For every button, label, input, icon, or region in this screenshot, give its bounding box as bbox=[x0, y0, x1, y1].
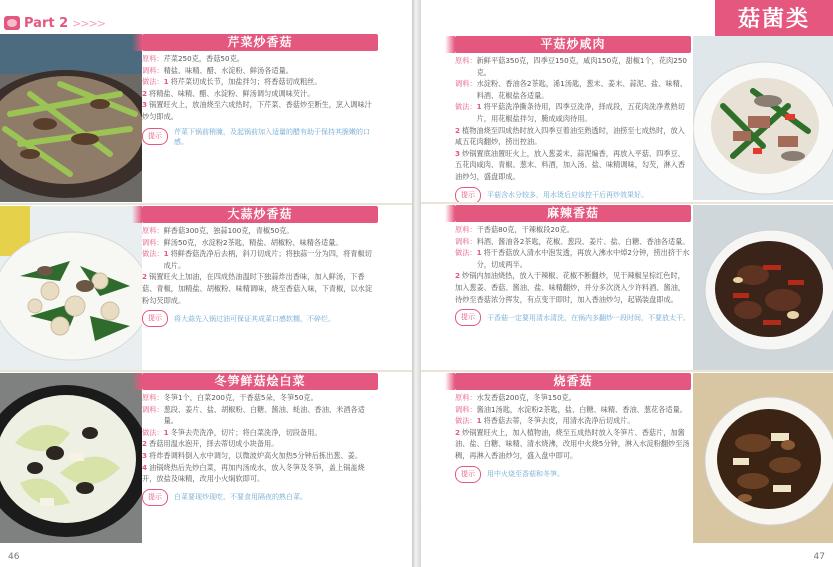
recipe-photo-bamboo-cabbage bbox=[0, 373, 142, 543]
section-divider bbox=[0, 203, 412, 205]
right-page bbox=[421, 0, 833, 567]
seasoning-label: 调料： bbox=[142, 404, 164, 414]
step-number: 2 bbox=[455, 125, 461, 135]
section-divider bbox=[421, 370, 833, 372]
tip-text: 干香菇一定要用清水清洗，在锅内多翻炒一段时间，不要放太干。 bbox=[487, 313, 690, 322]
ingredients-label: 原料： bbox=[142, 393, 164, 402]
step-text: 炒锅置旺火上，加入植物油，烧至五成热时放入冬笋片、香菇片，加酱油、盐、白糖、味精、清水烧沸，改用中火烧5分钟，淋入水淀粉翻炒至汤稠，再淋入香油炒匀，盛入盘中即可。 bbox=[455, 427, 690, 460]
section-divider bbox=[0, 370, 412, 372]
method-label: 做法： bbox=[142, 427, 164, 437]
recipe-section bbox=[142, 34, 378, 147]
ingredients-text: 鲜香菇300克，独蒜100克，青椒50克。 bbox=[163, 226, 294, 235]
step-line bbox=[455, 270, 691, 305]
recipe-photo-braised-mushroom bbox=[693, 373, 833, 543]
step-number: 1 bbox=[163, 249, 169, 259]
tip-text: 平菇含水分较多，用水烫后应该控干后再炒效果好。 bbox=[487, 191, 648, 200]
recipe-section bbox=[455, 373, 691, 483]
step-number: 1 bbox=[476, 102, 482, 112]
part-badge-icon bbox=[4, 16, 20, 30]
recipe-title-bar bbox=[142, 206, 378, 223]
step-line bbox=[455, 148, 691, 183]
step-number: 2 bbox=[455, 427, 461, 437]
step-line bbox=[142, 450, 378, 462]
recipe-title: 烧香菇 bbox=[553, 374, 593, 388]
step-text: 炒锅内加油烧热，放入干辣椒、花椒不断翻炒，见干辣椒呈棕红色时，加入葱姜、香菇、酱油、盐、味精翻炒，并分多次浇入少许料酒、酱油，待炒至香菇浓分挥发，有点变干即时，加入香油炒匀，起锅装盘即成。 bbox=[455, 271, 686, 304]
category-title: 菇菌类 bbox=[737, 7, 810, 32]
step-number: 1 bbox=[476, 416, 482, 426]
tip-badge: 提示 bbox=[142, 310, 168, 327]
ingredients-label: 原料： bbox=[142, 54, 164, 63]
recipe-section bbox=[455, 36, 691, 204]
ingredients-label: 原料： bbox=[455, 225, 477, 234]
step-number: 1 bbox=[163, 427, 169, 437]
step-number: 4 bbox=[142, 462, 148, 472]
recipe-section bbox=[142, 373, 378, 506]
seasoning-label: 调料： bbox=[142, 65, 164, 75]
tip-badge: 提示 bbox=[142, 128, 168, 145]
step-line bbox=[142, 438, 378, 450]
ingredients-text: 水发香菇200克，冬笋150克。 bbox=[476, 393, 576, 402]
step-number: 3 bbox=[142, 450, 148, 460]
method-label: 做法： bbox=[142, 249, 164, 259]
tip-box bbox=[455, 309, 691, 326]
page-number: 47 bbox=[813, 552, 825, 562]
recipe-section bbox=[142, 206, 378, 327]
step-text: 炒锅置底油置旺火上，放入葱姜末、蒜泥煸香，再放入平菇、四季豆、五花肉咸肉、青椒、葱末、料酒，加入汤、盐、味精调味，勾芡，淋入香油炒匀，盛盘即成。 bbox=[455, 148, 686, 181]
step-number: 1 bbox=[476, 248, 482, 258]
step-line bbox=[142, 271, 378, 306]
step-line bbox=[142, 462, 378, 485]
tip-badge: 提示 bbox=[142, 489, 168, 506]
recipe-title: 大蒜炒香菇 bbox=[227, 207, 293, 221]
page-number: 46 bbox=[8, 552, 20, 562]
seasoning-label: 调料： bbox=[142, 237, 164, 247]
step-number: 3 bbox=[455, 148, 461, 158]
step-number: 2 bbox=[142, 439, 148, 449]
section-divider bbox=[421, 202, 833, 204]
category-band bbox=[715, 0, 833, 36]
tip-badge: 提示 bbox=[455, 187, 481, 204]
recipe-photo-garlic-mushroom bbox=[0, 206, 142, 370]
recipe-title-bar bbox=[455, 373, 691, 390]
method-label: 做法： bbox=[142, 77, 164, 87]
seasoning-text: 葱段、姜片、盐、胡椒粉、白糖、酱油、蚝油、香油、米酒各适量。 bbox=[163, 404, 365, 426]
recipe-title: 麻辣香菇 bbox=[546, 206, 599, 220]
ingredients-label: 原料： bbox=[455, 393, 477, 402]
recipe-title-bar bbox=[142, 34, 378, 51]
step-line bbox=[455, 125, 691, 148]
step-text: 将精盐、味精、醋、水淀粉、鲜汤调匀成调味芡汁。 bbox=[149, 88, 315, 98]
tip-box bbox=[455, 466, 691, 483]
method-label: 做法： bbox=[455, 102, 477, 112]
step-text: 将芹菜切成长节，加盐拌匀；将香菇切成粗丝。 bbox=[170, 77, 322, 87]
seasoning-text: 水淀粉、香油各2茶匙，浠1汤匙，葱末、姜末、蒜泥、盐、味精、料酒、花椒盐各适量。 bbox=[476, 79, 687, 100]
step-text: 将炸香调料倒入水中调匀，以微波炉高火加热5分钟后拣出葱、姜。 bbox=[149, 450, 363, 460]
seasoning-label: 调料： bbox=[455, 404, 477, 414]
seasoning-text: 酱油1汤匙，水淀粉2茶匙，盐、白糖、味精、香油、葱花各适量。 bbox=[476, 404, 687, 414]
step-text: 锅置旺火上，放油烧至六成热时，下芹菜、香菇炒至断生，烹入调味汁炒匀即成。 bbox=[142, 100, 372, 121]
part-label: Part 2 bbox=[24, 15, 69, 31]
step-text: 冬笋去壳洗净，切片；将白菜洗净，切段备用。 bbox=[170, 427, 322, 437]
tip-box bbox=[455, 187, 691, 204]
recipe-title-bar bbox=[455, 205, 691, 222]
step-number: 2 bbox=[142, 88, 148, 98]
seasoning-text: 料酒、酱油各2茶匙，花椒、葱段、姜片、盐、白糖、香油各适量。 bbox=[476, 236, 690, 246]
method-label: 做法： bbox=[455, 416, 477, 426]
step-text: 将香菇去蒂，冬笋去皮，用清水洗净后切成片。 bbox=[483, 416, 635, 426]
step-text: 香菇用温水泡开，择去蒂切成小块备用。 bbox=[149, 439, 279, 449]
ingredients-text: 新鲜平菇350克，四季豆150克，咸肉150克，甜椒1个，花肉250克。 bbox=[476, 56, 687, 77]
recipe-title: 冬笋鲜菇烩白菜 bbox=[214, 374, 306, 388]
step-text: 锅置旺火上加油，在四成热油温时下独蒜炸出香味，加入鲜汤，下香菇、青椒，加精盐、胡椒粉、味精调味，烧至香菇入味，下青椒，以水淀粉勾芡即成。 bbox=[142, 272, 373, 305]
recipe-photo-celery-mushroom bbox=[0, 34, 142, 202]
step-line bbox=[455, 427, 691, 462]
step-number: 3 bbox=[142, 100, 148, 110]
method-label: 做法： bbox=[455, 248, 477, 258]
tip-text: 白菜要现炒现吃，不要食用隔夜的熟白菜。 bbox=[174, 493, 307, 502]
recipe-photo-mushroom-bacon bbox=[693, 36, 833, 200]
ingredients-text: 冬笋1个，白菜200克，干香菇5朵，冬笋50克。 bbox=[163, 393, 318, 402]
recipe-title-bar bbox=[142, 373, 378, 390]
tip-badge: 提示 bbox=[455, 309, 481, 326]
step-line bbox=[142, 88, 378, 100]
tip-text: 将大蒜先入锅过油可保证其成菜口感软糯，不碎烂。 bbox=[174, 314, 335, 323]
step-text: 将平菇洗净撕条待用，四季豆洗净，择成段，五花肉洗净煮熟切片，用花椒盐拌匀，腌成咸肉待用。 bbox=[476, 102, 685, 123]
step-text: 将干香菇放入清水中泡发透，再放入沸水中焯2分钟，捞出挤干水分，切成两半。 bbox=[476, 248, 690, 269]
ingredients-text: 芹菜250克，香菇50克。 bbox=[163, 54, 244, 63]
step-line bbox=[142, 99, 378, 122]
seasoning-label: 调料： bbox=[455, 79, 477, 89]
step-number: 2 bbox=[142, 272, 148, 282]
recipe-section bbox=[455, 205, 691, 326]
step-text: 油锅烧热后先炒白菜，再加内汤成水，放入冬笋及冬笋，盖上锅盖烧开，放盐及味精，改用小火焖软即可。 bbox=[142, 462, 365, 484]
tip-badge: 提示 bbox=[455, 466, 481, 483]
recipe-title-bar bbox=[455, 36, 691, 53]
step-text: 将鲜香菇洗净后去柄，斜刀切成片；将独蒜一分为四，将青椒切成片。 bbox=[163, 249, 372, 270]
recipe-title: 平菇炒咸肉 bbox=[540, 37, 606, 51]
recipe-photo-spicy-mushroom bbox=[693, 205, 833, 370]
left-page bbox=[0, 0, 412, 567]
tip-text: 芹菜下锅前稍腌，及起锅前加入适量的醋有助于保持其脆嫩的口感。 bbox=[174, 127, 370, 146]
tip-box bbox=[142, 489, 378, 506]
tip-box bbox=[142, 310, 378, 327]
step-text: 植物油烧至四成热时放入四季豆着油至熟透时，油捞至七成热时，放入咸五花肉翻炒，捞出控油。 bbox=[455, 125, 685, 147]
ingredients-text: 干香菇80克，干辣椒段20克。 bbox=[476, 225, 574, 234]
ingredients-label: 原料： bbox=[455, 56, 477, 65]
tip-box bbox=[142, 127, 378, 147]
step-number: 2 bbox=[455, 271, 461, 281]
seasoning-text: 鲜汤50克，水淀粉2茶匙，精盐、胡椒粉、味精各适量。 bbox=[163, 237, 343, 247]
tip-text: 用中火烧至香菇和冬笋。 bbox=[487, 470, 564, 479]
recipe-title: 芹菜炒香菇 bbox=[227, 35, 293, 49]
part-arrows: >>>> bbox=[72, 16, 106, 30]
ingredients-label: 原料： bbox=[142, 226, 164, 235]
seasoning-text: 精盐、味精、醋、水淀粉、鲜汤各适量。 bbox=[163, 65, 293, 75]
part-header bbox=[4, 14, 105, 32]
seasoning-label: 调料： bbox=[455, 236, 477, 246]
step-number: 1 bbox=[163, 77, 169, 87]
book-gutter bbox=[412, 0, 421, 567]
